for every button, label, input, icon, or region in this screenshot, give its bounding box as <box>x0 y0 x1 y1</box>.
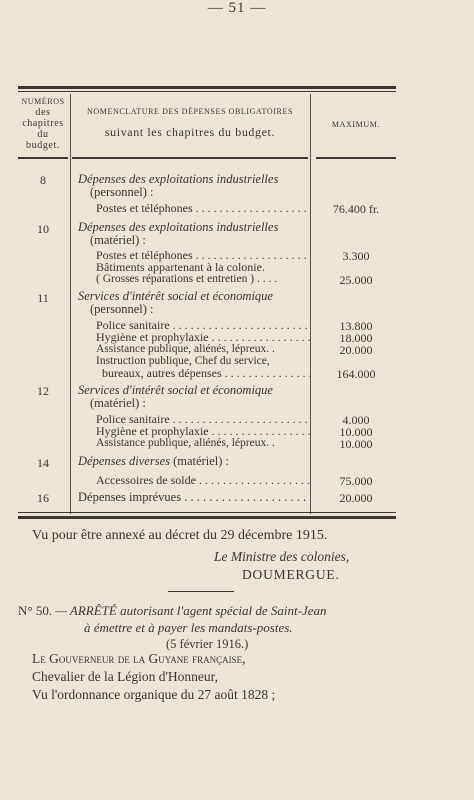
row-value: 20.000 <box>339 343 373 357</box>
row-value: 76.400 fr. <box>332 202 380 216</box>
column-divider-1 <box>70 94 71 514</box>
decree-title-part1: — ARRÊTÉ autorisant l'agent spécial de Saint-Jean <box>55 603 327 618</box>
col-header-maximum: MAXIMUM. <box>331 120 381 129</box>
row-heading-sub: (personnel) : <box>90 302 154 316</box>
row-item <box>96 474 310 487</box>
col-header-nomenclature-l2: suivant les chapitres du budget. <box>104 125 276 139</box>
row-item-text: Hygiène et prophylaxie . . . <box>96 425 310 438</box>
header-rule-col2 <box>72 157 308 159</box>
row-item-text: Postes et téléphones . . . <box>96 202 310 215</box>
row-item: ( Grosses réparations et entretien ) . . . . <box>96 273 278 285</box>
col-header-chapter-l4: du <box>37 129 49 140</box>
row-heading-sub: (matériel) : <box>173 454 229 468</box>
signature-title: Le Ministre des colonies, <box>214 549 350 564</box>
row-item-text: Hygiène et prophylaxie . . . <box>96 331 310 344</box>
row-heading-text: Dépenses des exploitations industrielles <box>78 172 279 186</box>
page-number: — 51 — <box>207 0 267 16</box>
header-rule-col1 <box>18 157 68 159</box>
row-value: 75.000 <box>339 474 373 488</box>
row-item <box>78 491 310 504</box>
decree-number: N° 50. <box>18 603 53 618</box>
row-heading <box>78 173 310 199</box>
col-header-chapter-l1: NUMÉROS <box>21 97 65 106</box>
row-item: Assistance publique, aliénés, lépreux. . <box>96 437 275 449</box>
row-value: 18.000 <box>339 331 373 345</box>
row-item-text: Police sanitaire . . . <box>96 413 310 426</box>
row-item: Instruction publique, Chef du service, <box>96 355 270 367</box>
col-header-nomenclature-l1: NOMENCLATURE DES DÉPENSES OBLIGATOIRES <box>87 107 293 116</box>
table-bottom-rule-thin <box>18 512 396 513</box>
column-divider-2 <box>310 94 311 514</box>
row-item: Assistance publique, aliénés, lépreux. . <box>96 343 275 355</box>
row-item <box>96 202 310 215</box>
chapter-number: 8 <box>40 173 46 187</box>
decree-title-part2: à émettre et à payer les mandats-postes. <box>84 620 293 635</box>
row-item-text: Accessoires de solde . . . <box>96 474 310 487</box>
row-item-text: Dépenses imprévues . . . <box>78 491 310 504</box>
row-heading <box>78 384 310 410</box>
table-bottom-rule-thick <box>18 516 396 519</box>
row-heading <box>78 455 310 468</box>
decree-line-3: Vu l'ordonnance organique du 27 août 1828 ; <box>32 687 276 702</box>
col-header-chapter <box>18 96 68 151</box>
decree-title <box>18 603 327 619</box>
row-value: 3.300 <box>342 249 370 263</box>
row-item-text: Police sanitaire . . . <box>96 319 310 332</box>
col-header-chapter-l2: des <box>35 107 51 118</box>
row-value: 10.000 <box>339 437 373 451</box>
col-header-chapter-l3: chapitres <box>22 118 64 129</box>
row-heading <box>78 221 310 247</box>
row-heading-sub: (matériel) : <box>90 233 146 247</box>
row-value: 164.000 <box>336 367 376 381</box>
chapter-number: 14 <box>37 456 49 470</box>
chapter-number: 16 <box>37 491 49 505</box>
col-header-chapter-l5: budget. <box>26 140 60 151</box>
header-rule-col3 <box>316 157 396 159</box>
row-value: 4.000 <box>342 413 370 427</box>
annex-line: Vu pour être annexé au décret du 29 décembre 1915. <box>32 528 328 543</box>
signature-name: DOUMERGUE. <box>242 567 340 582</box>
decree-line-1: Le Gouverneur de la Guyane française, <box>32 651 246 666</box>
table-top-rule-thin <box>18 91 396 92</box>
table-top-rule-thick <box>18 86 396 89</box>
row-heading <box>78 290 310 316</box>
decree-line-2: Chevalier de la Légion d'Honneur, <box>32 669 218 684</box>
row-heading-text: Services d'intérêt social et économique <box>78 289 273 303</box>
row-heading-text: Dépenses diverses <box>78 454 170 468</box>
chapter-number: 12 <box>37 384 49 398</box>
row-heading-text: Services d'intérêt social et économique <box>78 383 273 397</box>
row-heading-text: Dépenses des exploitations industrielles <box>78 220 279 234</box>
decree-date: (5 février 1916.) <box>166 637 249 651</box>
row-item-text: Postes et téléphones . . . <box>96 249 310 262</box>
row-value: 20.000 <box>339 491 373 505</box>
row-value: 10.000 <box>339 425 373 439</box>
section-separator <box>168 591 234 592</box>
row-value: 25.000 <box>339 273 373 287</box>
row-heading-sub: (matériel) : <box>90 396 146 410</box>
chapter-number: 10 <box>37 222 49 236</box>
row-item-text: bureaux, autres dépenses . . . <box>102 367 310 380</box>
row-value: 13.800 <box>339 319 373 333</box>
row-heading-sub: (personnel) : <box>90 185 154 199</box>
chapter-number: 11 <box>37 291 49 305</box>
row-item <box>102 367 310 380</box>
row-item: Bâtiments appartenant à la colonie. <box>96 260 265 274</box>
col-header-nomenclature <box>70 106 310 138</box>
